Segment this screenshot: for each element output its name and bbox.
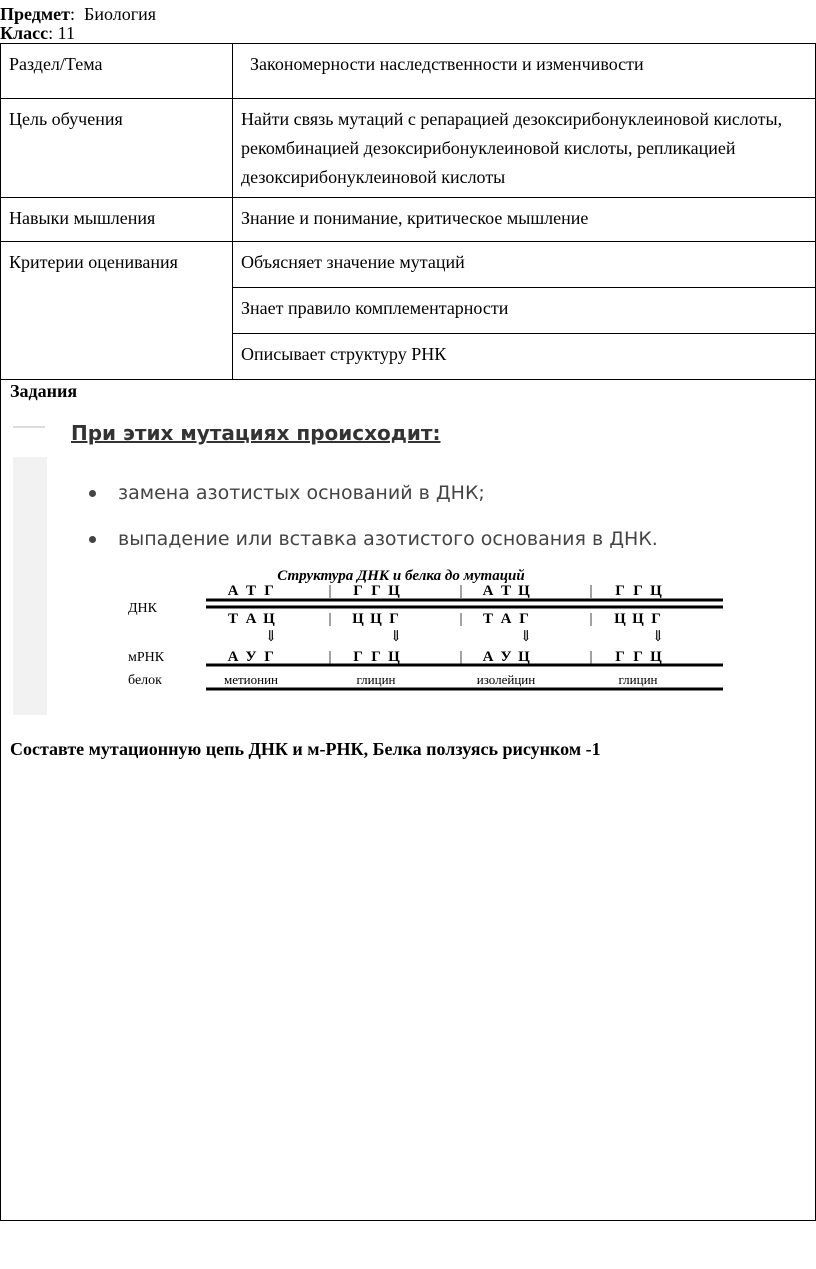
task-instruction: Составте мутационную цепь ДНК и м-РНК, Белка ползуясь рисунком -1: [10, 739, 601, 759]
row-label-dna: ДНК: [128, 601, 157, 616]
goal-label: Цель обучения: [1, 99, 233, 198]
skills-value: Знание и понимание, критическое мышление: [233, 198, 816, 242]
dna-top-base: Т: [245, 583, 257, 599]
dna-top-base: Г: [633, 583, 643, 599]
codon-separator: |: [459, 649, 463, 665]
lesson-info-table: [0, 43, 816, 380]
dna-bottom-base: Т: [227, 611, 239, 627]
dna-bottom-base: Ц: [614, 611, 626, 627]
mrna-base: У: [500, 649, 512, 665]
dna-bottom-base: Т: [482, 611, 494, 627]
mrna-base: Ц: [388, 649, 400, 665]
codon-separator: |: [589, 649, 593, 665]
arrow-down-icon: ⇓: [519, 629, 533, 645]
dna-bottom-base: Г: [519, 611, 529, 627]
protein-name: глицин: [356, 672, 396, 687]
dna-bottom-base: Г: [389, 611, 399, 627]
dna-diagram: [128, 568, 723, 689]
mrna-base: Г: [371, 649, 381, 665]
dna-bottom-base: Ц: [370, 611, 382, 627]
row-label-protein: белок: [128, 673, 162, 688]
tasks-title: Задания: [10, 381, 78, 401]
dna-top-base: Г: [353, 583, 363, 599]
dna-bottom-base: Ц: [263, 611, 275, 627]
criterion-item: Объясняет значение мутаций: [233, 242, 816, 288]
dna-top-base: А: [227, 583, 239, 599]
bullet-text: выпадение или вставка азотистого основания в ДНК.: [118, 528, 658, 550]
codon-separator: |: [328, 611, 332, 627]
class-line: Класс: 11: [0, 23, 75, 43]
mrna-base: Ц: [650, 649, 662, 665]
skills-row: [1, 198, 816, 242]
slide-title: При этих мутациях происходит:: [71, 421, 441, 445]
skills-label: Навыки мышления: [1, 198, 233, 242]
diagram-caption: Структура ДНК и белка до мутаций: [277, 568, 525, 584]
dna-bottom-base: А: [500, 611, 512, 627]
bullet-item: [89, 528, 658, 550]
dna-top-base: Г: [615, 583, 625, 599]
figure-shadow: [13, 457, 47, 715]
subject-line: Предмет: Биология: [0, 4, 156, 24]
goal-value: Найти связь мутаций с репарацией дезоксирибонуклеиновой кислоты, рекомбинацией дезоксирибонуклеиновой кислоты, репликацией дезоксирибонуклеиновой кислоты: [233, 99, 816, 198]
dna-top-base: Ц: [388, 583, 400, 599]
bullet-dot-icon: [89, 536, 96, 543]
mrna-base: Ц: [518, 649, 530, 665]
bullet-dot-icon: [89, 490, 96, 497]
codon-separator: |: [589, 583, 593, 599]
criterion-item: Знает правило комплементарности: [233, 288, 816, 334]
subject-value: Биология: [83, 4, 156, 24]
criterion-item: Описывает структуру РНК: [233, 334, 816, 380]
mrna-base: Г: [633, 649, 643, 665]
mrna-base: У: [245, 649, 257, 665]
protein-name: метионин: [223, 672, 279, 687]
mrna-base: А: [482, 649, 494, 665]
codon-separator: |: [459, 611, 463, 627]
codon-separator: |: [589, 611, 593, 627]
dna-top-base: Ц: [650, 583, 662, 599]
criteria-row: [1, 242, 816, 288]
section-label: Раздел/Тема: [1, 44, 233, 99]
dna-top-base: А: [482, 583, 494, 599]
bullet-text: замена азотистых оснований в ДНК;: [118, 482, 485, 504]
mrna-base: Г: [615, 649, 625, 665]
dna-bottom-base: А: [245, 611, 257, 627]
dna-bottom-base: Ц: [352, 611, 364, 627]
codon-separator: |: [328, 583, 332, 599]
arrow-down-icon: ⇓: [264, 629, 278, 645]
row-label-mrna: мРНК: [128, 650, 165, 665]
class-value: 11: [57, 23, 75, 43]
arrow-down-icon: ⇓: [389, 629, 403, 645]
class-label: Класс: [0, 23, 49, 43]
dna-bottom-base: Г: [651, 611, 661, 627]
section-row: [1, 44, 816, 99]
mrna-base: А: [227, 649, 239, 665]
goal-row: [1, 99, 816, 198]
dna-top-base: Ц: [518, 583, 530, 599]
subject-label: Предмет: [0, 4, 70, 24]
dna-top-base: Т: [500, 583, 512, 599]
codon-separator: |: [459, 583, 463, 599]
section-value: Закономерности наследственности и изменчивости: [233, 44, 816, 99]
bullet-item: [89, 482, 485, 504]
codon-separator: |: [328, 649, 332, 665]
arrow-down-icon: ⇓: [651, 629, 665, 645]
dna-top-base: Г: [371, 583, 381, 599]
protein-name: глицин: [618, 672, 658, 687]
dna-bottom-base: Ц: [632, 611, 644, 627]
tasks-section: [0, 379, 816, 1221]
mrna-base: Г: [353, 649, 363, 665]
dna-top-base: Г: [264, 583, 274, 599]
mrna-base: Г: [264, 649, 274, 665]
protein-name: изолейцин: [476, 672, 536, 687]
criteria-label: Критерии оценивания: [1, 242, 233, 380]
